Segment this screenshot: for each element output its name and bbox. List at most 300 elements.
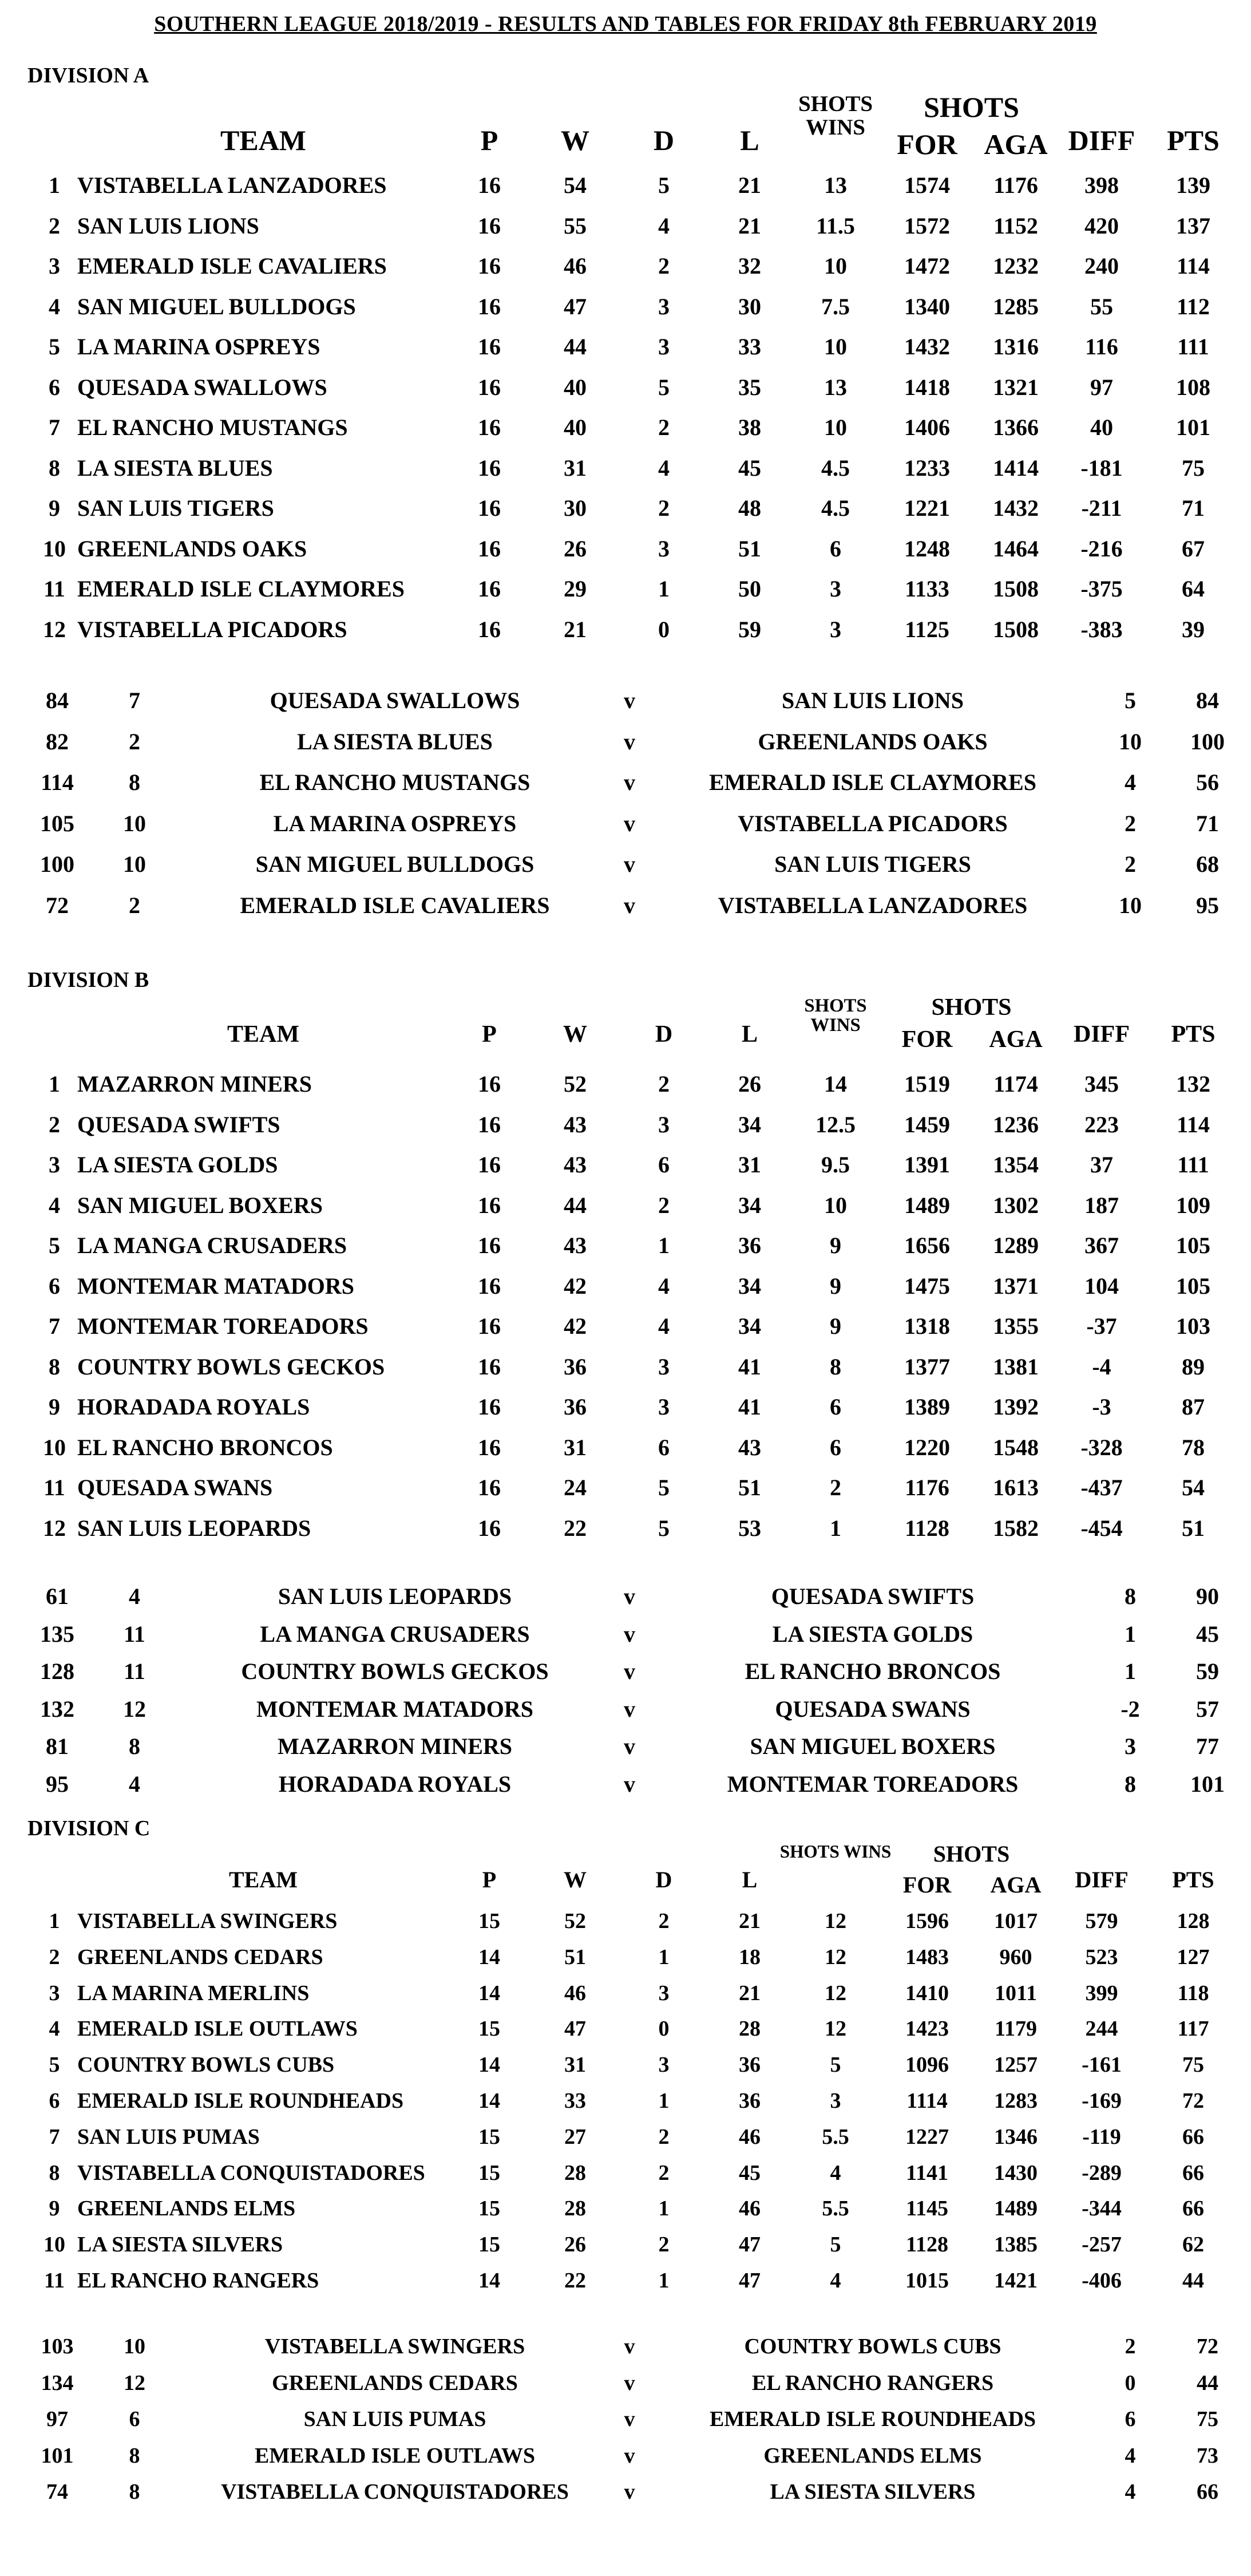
fixture-away-shots: 95 [1196, 892, 1219, 918]
row-shots-against: 1508 [993, 576, 1039, 602]
row-position: 4 [49, 1192, 60, 1218]
fixture-away-team: SAN MIGUEL BOXERS [750, 1733, 996, 1759]
fixture-versus: v [624, 2407, 635, 2431]
row-drawn: 2 [658, 1909, 670, 1933]
row-team: COUNTRY BOWLS GECKOS [77, 1353, 385, 1380]
fixture-away-points: 10 [1119, 728, 1142, 754]
row-points: 78 [1182, 1434, 1205, 1460]
row-shots-for: 1459 [904, 1111, 950, 1137]
row-shots-wins: 9 [830, 1313, 841, 1339]
row-shots-wins: 9 [830, 1232, 841, 1258]
fixture-away-team: LA SIESTA SILVERS [770, 2480, 976, 2504]
row-shots-for: 1114 [906, 2089, 948, 2113]
row-lost: 21 [739, 1909, 761, 1933]
row-played: 16 [478, 1515, 501, 1541]
row-won: 47 [564, 293, 587, 319]
row-points: 109 [1176, 1192, 1210, 1218]
row-team: LA MARINA OSPREYS [77, 334, 320, 359]
row-won: 54 [564, 172, 587, 198]
header-p: P [480, 124, 498, 157]
row-played: 15 [478, 2124, 500, 2149]
row-team: VISTABELLA PICADORS [77, 616, 347, 642]
header-l: L [741, 1021, 758, 1048]
row-diff: 579 [1085, 1909, 1118, 1933]
row-diff: -211 [1081, 495, 1122, 521]
row-points: 127 [1177, 1945, 1210, 1969]
header-aga: AGA [989, 1026, 1043, 1053]
row-shots-against: 1354 [993, 1152, 1039, 1178]
row-lost: 41 [738, 1353, 761, 1380]
row-played: 14 [478, 2089, 500, 2113]
header-team: TEAM [229, 1867, 298, 1893]
row-shots-against: 1421 [994, 2269, 1038, 2293]
row-position: 3 [49, 253, 60, 279]
row-won: 21 [564, 616, 587, 642]
row-played: 16 [478, 455, 501, 481]
row-points: 51 [1182, 1515, 1205, 1541]
row-played: 16 [478, 1313, 501, 1339]
fixture-home-points: 7 [129, 688, 140, 713]
fixture-home-points: 8 [129, 2443, 140, 2468]
row-lost: 34 [738, 1111, 761, 1137]
row-played: 16 [478, 414, 501, 440]
row-won: 40 [564, 414, 587, 440]
fixture-away-shots: 44 [1197, 2370, 1218, 2395]
fixture-away-points: 1 [1125, 1658, 1136, 1684]
row-position: 5 [49, 2053, 60, 2077]
row-shots-against: 1355 [993, 1313, 1039, 1339]
row-played: 16 [478, 1192, 501, 1218]
fixture-home-team: VISTABELLA CONQUISTADORES [221, 2480, 569, 2504]
row-diff: 398 [1084, 172, 1119, 198]
row-team: EMERALD ISLE CAVALIERS [77, 253, 387, 279]
fixture-home-shots: 97 [46, 2407, 68, 2431]
row-shots-against: 1236 [993, 1111, 1039, 1137]
fixture-home-team: LA MARINA OSPREYS [273, 810, 517, 836]
row-shots-against: 1285 [993, 293, 1039, 319]
row-drawn: 1 [658, 2196, 670, 2221]
row-drawn: 2 [658, 2233, 670, 2257]
row-shots-wins: 3 [830, 616, 841, 642]
division-heading: DIVISION C [27, 1816, 151, 1840]
row-won: 22 [564, 1515, 587, 1541]
row-team: LA SIESTA SILVERS [77, 2233, 283, 2257]
row-points: 132 [1176, 1071, 1210, 1097]
row-position: 6 [49, 1273, 60, 1299]
row-shots-wins: 10 [824, 414, 847, 440]
row-points: 114 [1177, 1111, 1210, 1137]
row-shots-against: 1011 [995, 1981, 1037, 2005]
row-position: 2 [49, 212, 60, 239]
row-shots-against: 1321 [993, 374, 1039, 400]
row-won: 31 [564, 2053, 586, 2077]
row-played: 15 [478, 2233, 500, 2257]
row-shots-for: 1418 [904, 374, 950, 400]
row-shots-against: 1381 [993, 1353, 1039, 1380]
row-shots-for: 1391 [904, 1152, 950, 1178]
row-team: QUESADA SWIFTS [77, 1111, 280, 1137]
row-shots-against: 1371 [993, 1273, 1039, 1299]
row-shots-for: 1596 [905, 1909, 949, 1933]
fixture-home-shots: 114 [41, 769, 74, 795]
row-shots-wins: 2 [830, 1475, 841, 1500]
row-drawn: 6 [658, 1434, 670, 1460]
row-position: 11 [43, 1475, 65, 1500]
row-drawn: 6 [658, 1152, 670, 1178]
row-shots-wins: 13 [824, 374, 847, 400]
fixture-home-shots: 134 [41, 2370, 74, 2395]
header-shots: SHOTS [931, 994, 1012, 1021]
row-won: 47 [564, 2017, 586, 2041]
row-drawn: 5 [658, 1475, 670, 1500]
row-shots-wins: 5 [830, 2233, 841, 2257]
row-shots-against: 1385 [994, 2233, 1038, 2257]
fixture-home-points: 2 [129, 892, 140, 918]
row-won: 43 [564, 1111, 587, 1137]
row-shots-wins: 12 [825, 2017, 846, 2041]
row-points: 137 [1176, 212, 1210, 239]
header-shots-wins: SHOTS WINS [779, 1842, 892, 1862]
row-shots-for: 1125 [905, 616, 949, 642]
row-won: 55 [564, 212, 587, 239]
row-points: 108 [1176, 374, 1210, 400]
row-diff: -216 [1080, 535, 1123, 562]
fixture-away-shots: 72 [1197, 2334, 1218, 2358]
row-played: 16 [478, 1394, 501, 1420]
fixture-home-team: VISTABELLA SWINGERS [264, 2334, 525, 2358]
row-position: 2 [49, 1111, 60, 1137]
row-shots-wins: 4 [830, 2269, 841, 2293]
row-drawn: 2 [658, 414, 670, 440]
header-pts: PTS [1172, 1867, 1214, 1893]
row-points: 114 [1177, 253, 1210, 279]
row-lost: 21 [739, 1981, 761, 2005]
row-team: LA MANGA CRUSADERS [77, 1232, 347, 1258]
row-lost: 34 [738, 1273, 761, 1299]
fixture-away-team: VISTABELLA PICADORS [738, 810, 1008, 836]
row-team: EMERALD ISLE CLAYMORES [77, 576, 405, 602]
fixture-away-shots: 77 [1196, 1733, 1219, 1759]
header-team: TEAM [227, 1021, 299, 1048]
row-shots-wins: 10 [824, 1192, 847, 1218]
row-drawn: 2 [658, 1192, 670, 1218]
row-lost: 41 [738, 1394, 761, 1420]
row-drawn: 3 [658, 1394, 670, 1420]
row-shots-against: 1289 [993, 1232, 1039, 1258]
row-played: 16 [478, 1475, 501, 1500]
fixture-away-points: 6 [1125, 2407, 1136, 2431]
fixture-away-team: SAN LUIS TIGERS [774, 851, 971, 877]
fixture-away-points: 2 [1125, 851, 1136, 877]
fixture-away-points: 5 [1125, 688, 1136, 713]
row-shots-against: 1392 [993, 1394, 1039, 1420]
row-team: HORADADA ROYALS [77, 1394, 310, 1420]
row-shots-against: 1548 [993, 1434, 1039, 1460]
row-shots-against: 1316 [993, 334, 1039, 359]
row-points: 118 [1177, 1981, 1209, 2005]
row-lost: 51 [738, 535, 761, 562]
row-diff: 420 [1084, 212, 1119, 239]
header-d: D [655, 1867, 672, 1893]
row-diff: -328 [1080, 1434, 1123, 1460]
row-team: SAN LUIS LEOPARDS [77, 1515, 311, 1541]
row-shots-wins: 6 [830, 1434, 841, 1460]
row-played: 16 [478, 1353, 501, 1380]
row-played: 14 [478, 1981, 500, 2005]
row-position: 1 [49, 172, 60, 198]
row-won: 24 [564, 1475, 587, 1500]
row-drawn: 2 [658, 253, 670, 279]
row-shots-for: 1572 [904, 212, 950, 239]
row-lost: 47 [739, 2233, 761, 2257]
row-won: 30 [564, 495, 587, 521]
fixture-home-points: 10 [123, 851, 146, 877]
fixture-home-team: SAN MIGUEL BULLDOGS [255, 851, 535, 877]
row-team: COUNTRY BOWLS CUBS [77, 2053, 335, 2077]
row-shots-wins: 9.5 [821, 1152, 850, 1178]
row-position: 7 [49, 1313, 60, 1339]
row-drawn: 3 [658, 2053, 670, 2077]
row-won: 43 [564, 1152, 587, 1178]
header-l: L [740, 124, 759, 157]
row-team: GREENLANDS ELMS [77, 2196, 296, 2221]
row-team: SAN LUIS TIGERS [77, 495, 274, 521]
row-diff: 240 [1084, 253, 1119, 279]
row-diff: -289 [1082, 2160, 1122, 2185]
row-shots-for: 1133 [905, 576, 949, 602]
row-shots-for: 1423 [905, 2017, 949, 2041]
row-lost: 46 [739, 2124, 761, 2149]
fixture-away-points: 1 [1125, 1621, 1136, 1647]
row-lost: 53 [738, 1515, 761, 1541]
row-team: EMERALD ISLE OUTLAWS [77, 2017, 358, 2041]
fixture-versus: v [624, 1583, 635, 1609]
fixture-away-shots: 66 [1197, 2480, 1218, 2504]
fixture-versus: v [624, 1621, 635, 1647]
row-won: 40 [564, 374, 587, 400]
row-diff: -3 [1092, 1394, 1111, 1420]
row-points: 62 [1182, 2233, 1204, 2257]
fixture-versus: v [624, 1733, 635, 1759]
fixture-home-points: 4 [129, 1583, 140, 1609]
header-for: FOR [897, 128, 957, 160]
row-points: 39 [1182, 616, 1205, 642]
row-played: 16 [478, 616, 501, 642]
row-shots-against: 1176 [993, 172, 1038, 198]
row-shots-wins: 11.5 [816, 212, 855, 239]
row-points: 103 [1176, 1313, 1210, 1339]
row-shots-for: 1176 [905, 1475, 949, 1500]
row-drawn: 0 [658, 616, 670, 642]
row-won: 33 [564, 2089, 586, 2113]
row-position: 12 [43, 1515, 66, 1541]
fixture-home-shots: 128 [40, 1658, 74, 1684]
fixture-away-team: GREENLANDS ELMS [763, 2443, 982, 2468]
header-p: P [482, 1021, 497, 1048]
row-diff: -383 [1080, 616, 1123, 642]
row-lost: 48 [738, 495, 761, 521]
fixture-away-team: GREENLANDS OAKS [758, 728, 988, 754]
fixture-home-shots: 84 [46, 688, 69, 713]
fixture-home-team: SAN LUIS LEOPARDS [278, 1583, 512, 1609]
row-lost: 35 [738, 374, 761, 400]
row-shots-for: 1015 [905, 2269, 949, 2293]
row-team: SAN MIGUEL BOXERS [77, 1192, 323, 1218]
row-lost: 21 [738, 212, 761, 239]
row-position: 10 [43, 1434, 66, 1460]
fixture-versus: v [624, 810, 635, 836]
row-drawn: 1 [658, 2269, 670, 2293]
row-shots-for: 1233 [904, 455, 950, 481]
row-shots-wins: 13 [824, 172, 847, 198]
fixture-away-team: EMERALD ISLE ROUNDHEADS [709, 2407, 1036, 2431]
division-heading: DIVISION A [27, 64, 149, 88]
row-drawn: 4 [658, 1273, 670, 1299]
row-played: 16 [478, 253, 501, 279]
fixture-home-team: EL RANCHO MUSTANGS [259, 769, 531, 795]
fixture-home-points: 8 [129, 1733, 140, 1759]
row-shots-for: 1489 [904, 1192, 950, 1218]
row-shots-for: 1318 [904, 1313, 950, 1339]
row-drawn: 4 [658, 1313, 670, 1339]
row-shots-against: 1432 [993, 495, 1039, 521]
row-diff: 345 [1084, 1071, 1119, 1097]
row-shots-for: 1475 [904, 1273, 950, 1299]
header-pts: PTS [1171, 1021, 1216, 1048]
row-drawn: 5 [658, 1515, 670, 1541]
row-played: 16 [478, 535, 501, 562]
row-shots-wins: 3 [830, 576, 841, 602]
header-shots: SHOTS [924, 91, 1019, 123]
row-position: 7 [49, 414, 60, 440]
header-diff: DIFF [1075, 1867, 1129, 1893]
row-played: 16 [478, 334, 501, 359]
fixture-away-team: QUESADA SWIFTS [771, 1583, 975, 1609]
row-won: 27 [564, 2124, 586, 2149]
header-shots: SHOTS [933, 1841, 1010, 1867]
fixture-home-team: QUESADA SWALLOWS [270, 688, 520, 713]
row-lost: 43 [738, 1434, 761, 1460]
fixture-home-shots: 72 [46, 892, 69, 918]
row-points: 54 [1182, 1475, 1205, 1500]
header-diff: DIFF [1074, 1021, 1130, 1048]
row-lost: 32 [738, 253, 761, 279]
row-shots-wins: 10 [824, 253, 847, 279]
row-shots-for: 1145 [906, 2196, 948, 2221]
fixture-away-points: 3 [1125, 1733, 1136, 1759]
row-lost: 18 [739, 1945, 761, 1969]
row-lost: 21 [738, 172, 761, 198]
fixture-away-shots: 101 [1190, 1771, 1225, 1797]
row-team: EL RANCHO RANGERS [77, 2269, 319, 2293]
row-played: 16 [478, 1071, 501, 1097]
row-drawn: 4 [658, 455, 670, 481]
row-won: 28 [564, 2160, 586, 2185]
row-shots-against: 1489 [994, 2196, 1038, 2221]
row-won: 26 [564, 2233, 586, 2257]
row-diff: -161 [1082, 2053, 1122, 2077]
row-drawn: 1 [658, 1232, 670, 1258]
row-lost: 50 [738, 576, 761, 602]
header-w: W [563, 1021, 587, 1048]
row-position: 5 [49, 1232, 60, 1258]
fixture-home-points: 6 [129, 2407, 140, 2431]
fixture-home-team: SAN LUIS PUMAS [303, 2407, 486, 2431]
fixture-away-points: 2 [1125, 810, 1136, 836]
fixture-away-shots: 90 [1196, 1583, 1219, 1609]
row-diff: -257 [1082, 2233, 1122, 2257]
row-position: 4 [49, 293, 60, 319]
fixture-away-team: MONTEMAR TOREADORS [727, 1771, 1019, 1797]
row-points: 71 [1182, 495, 1205, 521]
row-diff: -119 [1082, 2124, 1121, 2149]
row-drawn: 2 [658, 495, 670, 521]
row-won: 52 [564, 1909, 586, 1933]
row-points: 89 [1182, 1353, 1205, 1380]
row-played: 14 [478, 2269, 500, 2293]
row-team: SAN LUIS PUMAS [77, 2124, 260, 2149]
row-won: 46 [564, 253, 587, 279]
header-l: L [742, 1867, 758, 1893]
header-team: TEAM [220, 124, 306, 157]
row-won: 44 [564, 334, 587, 359]
row-won: 52 [564, 1071, 587, 1097]
fixture-versus: v [624, 769, 635, 795]
fixture-home-team: MONTEMAR MATADORS [256, 1696, 534, 1722]
row-diff: 187 [1084, 1192, 1119, 1218]
row-shots-for: 1141 [906, 2160, 948, 2185]
fixture-away-team: LA SIESTA GOLDS [772, 1621, 973, 1647]
row-won: 42 [564, 1313, 587, 1339]
row-drawn: 4 [658, 212, 670, 239]
row-team: GREENLANDS CEDARS [77, 1945, 323, 1969]
row-diff: 97 [1090, 374, 1113, 400]
fixture-home-shots: 61 [46, 1583, 69, 1609]
row-team: EL RANCHO MUSTANGS [77, 414, 348, 440]
row-shots-wins: 5.5 [822, 2196, 849, 2221]
row-points: 105 [1176, 1273, 1210, 1299]
row-drawn: 5 [658, 374, 670, 400]
row-position: 9 [49, 495, 60, 521]
fixture-versus: v [624, 728, 635, 754]
row-shots-wins: 4 [830, 2160, 841, 2185]
fixture-home-team: COUNTRY BOWLS GECKOS [241, 1658, 549, 1684]
row-won: 36 [564, 1353, 587, 1380]
header-for: FOR [902, 1872, 952, 1898]
row-lost: 31 [738, 1152, 761, 1178]
row-shots-wins: 6 [830, 1394, 841, 1420]
row-shots-against: 1152 [993, 212, 1038, 239]
row-drawn: 2 [658, 1071, 670, 1097]
row-won: 31 [564, 455, 587, 481]
row-played: 16 [478, 1152, 501, 1178]
row-team: VISTABELLA SWINGERS [77, 1909, 338, 1933]
row-played: 16 [478, 374, 501, 400]
row-position: 3 [49, 1981, 60, 2005]
row-position: 1 [49, 1071, 60, 1097]
row-diff: -344 [1082, 2196, 1122, 2221]
row-team: QUESADA SWALLOWS [77, 374, 327, 400]
row-played: 16 [478, 1273, 501, 1299]
fixture-home-shots: 82 [46, 728, 69, 754]
row-position: 7 [49, 2124, 60, 2149]
row-shots-for: 1128 [906, 2233, 948, 2257]
row-shots-against: 1464 [993, 535, 1039, 562]
row-position: 9 [49, 1394, 60, 1420]
row-position: 6 [49, 2089, 60, 2113]
header-pts: PTS [1167, 124, 1220, 157]
row-shots-wins: 5 [830, 2053, 841, 2077]
